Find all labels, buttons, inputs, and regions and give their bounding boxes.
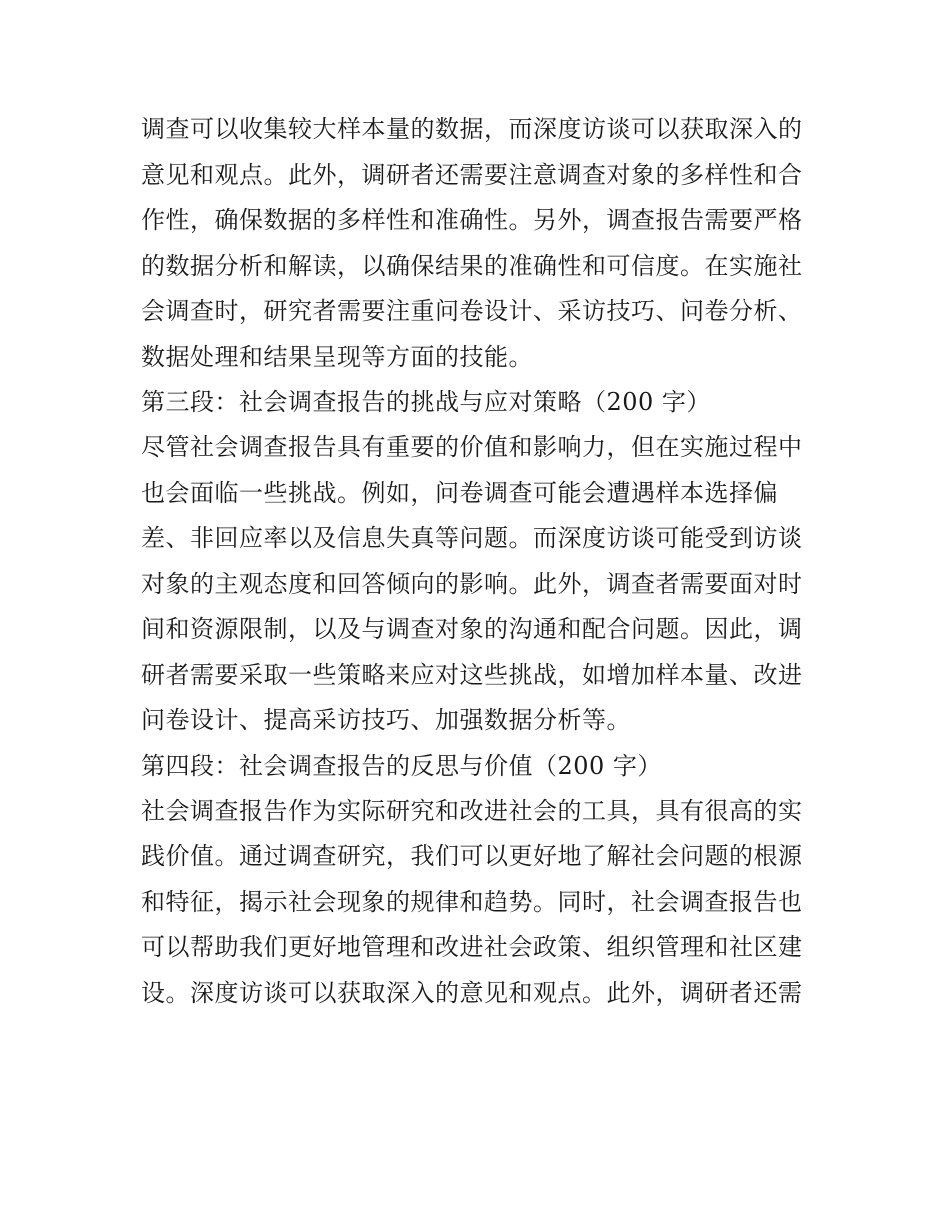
text-line: 尽管社会调查报告具有重要的价值和影响力，但在实施过程中 [141, 433, 803, 461]
text-line: 的数据分析和解读，以确保结果的准确性和可信度。在实施社 [141, 251, 803, 280]
text-line: 差、非回应率以及信息失真等问题。而深度访谈可能受到访谈 [141, 524, 803, 552]
text-line: 作性，确保数据的多样性和准确性。另外，调查报告需要严格 [141, 206, 803, 234]
text-line: 对象的主观态度和回答倾向的影响。此外，调查者需要面对时 [141, 569, 803, 598]
section-heading-3: 第三段：社会调查报告的挑战与应对策略（200 字） [141, 388, 711, 416]
paragraph-block-2 [141, 425, 813, 744]
paragraph-block-1 [141, 107, 813, 380]
text-line: 和特征，揭示社会现象的规律和趋势。同时，社会调查报告也 [141, 887, 803, 916]
text-line: 间和资源限制，以及与调查对象的沟通和配合问题。因此，调 [141, 615, 803, 643]
text-line: 可以帮助我们更好地管理和改进社会政策、组织管理和社区建 [141, 933, 803, 961]
text-line: 会调查时，研究者需要注重问卷设计、采访技巧、问卷分析、 [141, 297, 803, 325]
text-line: 研者需要采取一些策略来应对这些挑战，如增加样本量、改进 [141, 660, 803, 689]
text-line: 意见和观点。此外，调研者还需要注意调查对象的多样性和合 [141, 160, 803, 189]
text-line: 践价值。通过调查研究，我们可以更好地了解社会问题的根源 [141, 842, 803, 870]
text-line: 数据处理和结果呈现等方面的技能。 [141, 342, 533, 371]
text-line: 调查可以收集较大样本量的数据，而深度访谈可以获取深入的 [141, 115, 803, 143]
paragraph-block-3 [141, 789, 813, 1017]
section-heading-4: 第四段：社会调查报告的反思与价值（200 字） [141, 751, 662, 780]
document-body [141, 107, 813, 1016]
text-line: 社会调查报告作为实际研究和改进社会的工具，具有很高的实 [141, 796, 803, 825]
text-line: 问卷设计、提高采访技巧、加强数据分析等。 [141, 706, 631, 734]
text-line: 也会面临一些挑战。例如，问卷调查可能会遭遇样本选择偏 [141, 478, 778, 507]
text-line: 设。深度访谈可以获取深入的意见和观点。此外，调研者还需 [141, 978, 803, 1007]
